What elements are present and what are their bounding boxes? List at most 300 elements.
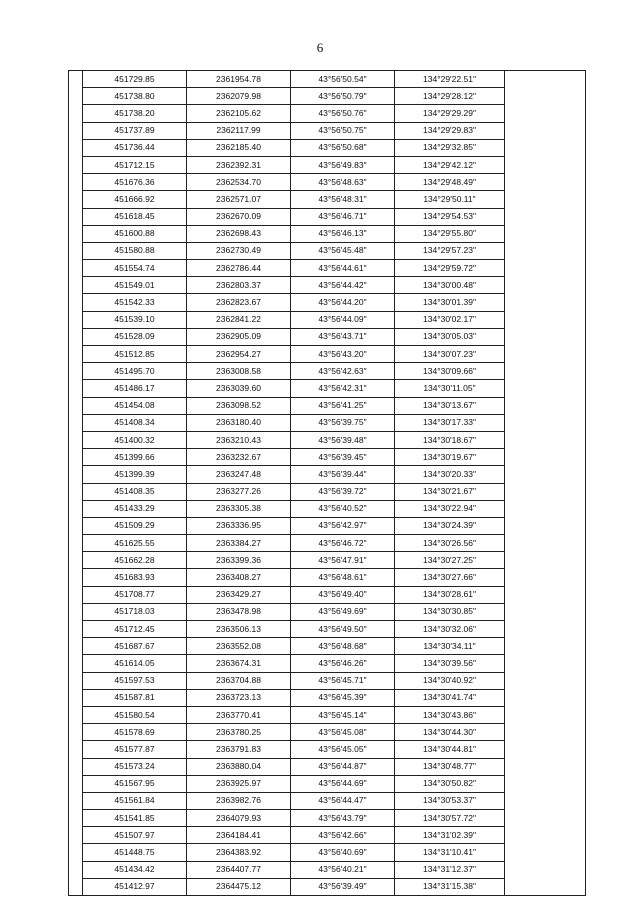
- latitude-cell: 43°56'45.14": [291, 706, 395, 723]
- table-row: [69, 706, 586, 723]
- latitude-cell: 43°56'48.68": [291, 638, 395, 655]
- right-empty-cell: [505, 878, 586, 895]
- y-coordinate-cell: 2363982.76: [187, 792, 291, 809]
- latitude-cell: 43°56'45.08": [291, 724, 395, 741]
- coordinates-table-container: [68, 70, 586, 896]
- y-coordinate-cell: 2363780.25: [187, 724, 291, 741]
- right-empty-cell: [505, 71, 586, 88]
- left-margin-cell: [69, 724, 83, 741]
- table-row: [69, 638, 586, 655]
- y-coordinate-cell: 2363791.83: [187, 741, 291, 758]
- left-margin-cell: [69, 260, 83, 277]
- longitude-cell: 134°30'43.86": [395, 706, 505, 723]
- longitude-cell: 134°30'50.82": [395, 775, 505, 792]
- table-row: [69, 397, 586, 414]
- right-empty-cell: [505, 775, 586, 792]
- table-row: [69, 414, 586, 431]
- x-coordinate-cell: 451434.42: [83, 861, 187, 878]
- longitude-cell: 134°29'57.23": [395, 242, 505, 259]
- table-row: [69, 672, 586, 689]
- latitude-cell: 43°56'42.97": [291, 517, 395, 534]
- right-empty-cell: [505, 397, 586, 414]
- longitude-cell: 134°29'28.12": [395, 88, 505, 105]
- x-coordinate-cell: 451412.97: [83, 878, 187, 895]
- latitude-cell: 43°56'40.69": [291, 844, 395, 861]
- right-empty-cell: [505, 724, 586, 741]
- latitude-cell: 43°56'48.31": [291, 191, 395, 208]
- latitude-cell: 43°56'40.52": [291, 500, 395, 517]
- table-row: [69, 449, 586, 466]
- latitude-cell: 43°56'44.20": [291, 294, 395, 311]
- x-coordinate-cell: 451587.81: [83, 689, 187, 706]
- table-row: [69, 174, 586, 191]
- latitude-cell: 43°56'50.76": [291, 105, 395, 122]
- y-coordinate-cell: 2363925.97: [187, 775, 291, 792]
- x-coordinate-cell: 451400.32: [83, 431, 187, 448]
- table-row: [69, 603, 586, 620]
- latitude-cell: 43°56'39.72": [291, 483, 395, 500]
- y-coordinate-cell: 2363399.36: [187, 552, 291, 569]
- right-empty-cell: [505, 741, 586, 758]
- left-margin-cell: [69, 758, 83, 775]
- latitude-cell: 43°56'46.71": [291, 208, 395, 225]
- x-coordinate-cell: 451580.88: [83, 242, 187, 259]
- table-row: [69, 724, 586, 741]
- x-coordinate-cell: 451676.36: [83, 174, 187, 191]
- right-empty-cell: [505, 672, 586, 689]
- x-coordinate-cell: 451399.66: [83, 449, 187, 466]
- y-coordinate-cell: 2363210.43: [187, 431, 291, 448]
- y-coordinate-cell: 2363336.95: [187, 517, 291, 534]
- table-row: [69, 861, 586, 878]
- table-row: [69, 139, 586, 156]
- y-coordinate-cell: 2362803.37: [187, 277, 291, 294]
- x-coordinate-cell: 451729.85: [83, 71, 187, 88]
- y-coordinate-cell: 2363384.27: [187, 535, 291, 552]
- left-margin-cell: [69, 191, 83, 208]
- table-row: [69, 363, 586, 380]
- x-coordinate-cell: 451408.34: [83, 414, 187, 431]
- x-coordinate-cell: 451580.54: [83, 706, 187, 723]
- longitude-cell: 134°30'00.48": [395, 277, 505, 294]
- y-coordinate-cell: 2362117.99: [187, 122, 291, 139]
- left-margin-cell: [69, 346, 83, 363]
- y-coordinate-cell: 2362698.43: [187, 225, 291, 242]
- right-empty-cell: [505, 655, 586, 672]
- left-margin-cell: [69, 122, 83, 139]
- longitude-cell: 134°30'30.85": [395, 603, 505, 620]
- latitude-cell: 43°56'49.50": [291, 621, 395, 638]
- right-empty-cell: [505, 242, 586, 259]
- y-coordinate-cell: 2363180.40: [187, 414, 291, 431]
- table-row: [69, 878, 586, 895]
- latitude-cell: 43°56'44.42": [291, 277, 395, 294]
- longitude-cell: 134°30'18.67": [395, 431, 505, 448]
- y-coordinate-cell: 2363674.31: [187, 655, 291, 672]
- longitude-cell: 134°30'11.05": [395, 380, 505, 397]
- y-coordinate-cell: 2363039.60: [187, 380, 291, 397]
- latitude-cell: 43°56'50.79": [291, 88, 395, 105]
- left-margin-cell: [69, 380, 83, 397]
- latitude-cell: 43°56'49.69": [291, 603, 395, 620]
- longitude-cell: 134°30'13.67": [395, 397, 505, 414]
- longitude-cell: 134°29'29.83": [395, 122, 505, 139]
- left-margin-cell: [69, 655, 83, 672]
- right-empty-cell: [505, 414, 586, 431]
- latitude-cell: 43°56'50.75": [291, 122, 395, 139]
- latitude-cell: 43°56'39.75": [291, 414, 395, 431]
- left-margin-cell: [69, 71, 83, 88]
- table-row: [69, 277, 586, 294]
- table-row: [69, 655, 586, 672]
- table-row: [69, 346, 586, 363]
- left-margin-cell: [69, 242, 83, 259]
- left-margin-cell: [69, 603, 83, 620]
- table-row: [69, 328, 586, 345]
- table-row: [69, 569, 586, 586]
- x-coordinate-cell: 451454.08: [83, 397, 187, 414]
- left-margin-cell: [69, 621, 83, 638]
- right-empty-cell: [505, 827, 586, 844]
- right-empty-cell: [505, 569, 586, 586]
- y-coordinate-cell: 2363478.98: [187, 603, 291, 620]
- y-coordinate-cell: 2363305.38: [187, 500, 291, 517]
- x-coordinate-cell: 451554.74: [83, 260, 187, 277]
- y-coordinate-cell: 2362079.98: [187, 88, 291, 105]
- x-coordinate-cell: 451577.87: [83, 741, 187, 758]
- x-coordinate-cell: 451738.20: [83, 105, 187, 122]
- latitude-cell: 43°56'39.48": [291, 431, 395, 448]
- left-margin-cell: [69, 552, 83, 569]
- y-coordinate-cell: 2362823.67: [187, 294, 291, 311]
- right-empty-cell: [505, 449, 586, 466]
- longitude-cell: 134°30'27.66": [395, 569, 505, 586]
- left-margin-cell: [69, 878, 83, 895]
- table-row: [69, 844, 586, 861]
- right-empty-cell: [505, 810, 586, 827]
- x-coordinate-cell: 451600.88: [83, 225, 187, 242]
- y-coordinate-cell: 2363552.08: [187, 638, 291, 655]
- longitude-cell: 134°30'26.56": [395, 535, 505, 552]
- right-empty-cell: [505, 844, 586, 861]
- x-coordinate-cell: 451542.33: [83, 294, 187, 311]
- x-coordinate-cell: 451539.10: [83, 311, 187, 328]
- y-coordinate-cell: 2363008.58: [187, 363, 291, 380]
- longitude-cell: 134°30'20.33": [395, 466, 505, 483]
- table-row: [69, 517, 586, 534]
- longitude-cell: 134°30'01.39": [395, 294, 505, 311]
- latitude-cell: 43°56'50.68": [291, 139, 395, 156]
- table-row: [69, 775, 586, 792]
- latitude-cell: 43°56'48.61": [291, 569, 395, 586]
- x-coordinate-cell: 451712.45: [83, 621, 187, 638]
- right-empty-cell: [505, 517, 586, 534]
- longitude-cell: 134°30'17.33": [395, 414, 505, 431]
- right-empty-cell: [505, 88, 586, 105]
- table-row: [69, 191, 586, 208]
- left-margin-cell: [69, 827, 83, 844]
- table-row: [69, 758, 586, 775]
- right-empty-cell: [505, 139, 586, 156]
- coordinates-table-body: [69, 71, 586, 896]
- left-margin-cell: [69, 535, 83, 552]
- x-coordinate-cell: 451614.05: [83, 655, 187, 672]
- right-empty-cell: [505, 466, 586, 483]
- right-empty-cell: [505, 500, 586, 517]
- right-empty-cell: [505, 311, 586, 328]
- table-row: [69, 586, 586, 603]
- right-empty-cell: [505, 706, 586, 723]
- x-coordinate-cell: 451736.44: [83, 139, 187, 156]
- table-row: [69, 156, 586, 173]
- longitude-cell: 134°29'22.51": [395, 71, 505, 88]
- y-coordinate-cell: 2362786.44: [187, 260, 291, 277]
- latitude-cell: 43°56'46.72": [291, 535, 395, 552]
- latitude-cell: 43°56'45.48": [291, 242, 395, 259]
- latitude-cell: 43°56'41.25": [291, 397, 395, 414]
- x-coordinate-cell: 451399.39: [83, 466, 187, 483]
- latitude-cell: 43°56'43.20": [291, 346, 395, 363]
- y-coordinate-cell: 2363880.04: [187, 758, 291, 775]
- right-empty-cell: [505, 638, 586, 655]
- right-empty-cell: [505, 174, 586, 191]
- left-margin-cell: [69, 105, 83, 122]
- x-coordinate-cell: 451408.35: [83, 483, 187, 500]
- longitude-cell: 134°30'24.39": [395, 517, 505, 534]
- left-margin-cell: [69, 810, 83, 827]
- right-empty-cell: [505, 483, 586, 500]
- left-margin-cell: [69, 311, 83, 328]
- x-coordinate-cell: 451597.53: [83, 672, 187, 689]
- y-coordinate-cell: 2362670.09: [187, 208, 291, 225]
- left-margin-cell: [69, 586, 83, 603]
- y-coordinate-cell: 2363723.13: [187, 689, 291, 706]
- y-coordinate-cell: 2363770.41: [187, 706, 291, 723]
- longitude-cell: 134°30'05.03": [395, 328, 505, 345]
- latitude-cell: 43°56'39.44": [291, 466, 395, 483]
- latitude-cell: 43°56'39.49": [291, 878, 395, 895]
- right-empty-cell: [505, 294, 586, 311]
- table-row: [69, 621, 586, 638]
- y-coordinate-cell: 2364079.93: [187, 810, 291, 827]
- x-coordinate-cell: 451509.29: [83, 517, 187, 534]
- y-coordinate-cell: 2363429.27: [187, 586, 291, 603]
- right-empty-cell: [505, 225, 586, 242]
- longitude-cell: 134°30'34.11": [395, 638, 505, 655]
- left-margin-cell: [69, 208, 83, 225]
- longitude-cell: 134°30'02.17": [395, 311, 505, 328]
- latitude-cell: 43°56'48.63": [291, 174, 395, 191]
- table-row: [69, 500, 586, 517]
- x-coordinate-cell: 451618.45: [83, 208, 187, 225]
- y-coordinate-cell: 2361954.78: [187, 71, 291, 88]
- right-empty-cell: [505, 689, 586, 706]
- latitude-cell: 43°56'47.91": [291, 552, 395, 569]
- y-coordinate-cell: 2364475.12: [187, 878, 291, 895]
- latitude-cell: 43°56'44.61": [291, 260, 395, 277]
- longitude-cell: 134°30'27.25": [395, 552, 505, 569]
- left-margin-cell: [69, 414, 83, 431]
- table-row: [69, 294, 586, 311]
- left-margin-cell: [69, 431, 83, 448]
- right-empty-cell: [505, 380, 586, 397]
- longitude-cell: 134°30'57.72": [395, 810, 505, 827]
- left-margin-cell: [69, 483, 83, 500]
- table-row: [69, 71, 586, 88]
- x-coordinate-cell: 451666.92: [83, 191, 187, 208]
- latitude-cell: 43°56'40.21": [291, 861, 395, 878]
- y-coordinate-cell: 2363277.26: [187, 483, 291, 500]
- left-margin-cell: [69, 139, 83, 156]
- y-coordinate-cell: 2362105.62: [187, 105, 291, 122]
- latitude-cell: 43°56'49.83": [291, 156, 395, 173]
- longitude-cell: 134°29'50.11": [395, 191, 505, 208]
- table-row: [69, 260, 586, 277]
- right-empty-cell: [505, 861, 586, 878]
- y-coordinate-cell: 2363232.67: [187, 449, 291, 466]
- x-coordinate-cell: 451561.84: [83, 792, 187, 809]
- longitude-cell: 134°31'10.41": [395, 844, 505, 861]
- x-coordinate-cell: 451687.67: [83, 638, 187, 655]
- right-empty-cell: [505, 586, 586, 603]
- latitude-cell: 43°56'45.05": [291, 741, 395, 758]
- x-coordinate-cell: 451541.85: [83, 810, 187, 827]
- right-empty-cell: [505, 122, 586, 139]
- table-row: [69, 552, 586, 569]
- left-margin-cell: [69, 569, 83, 586]
- right-empty-cell: [505, 208, 586, 225]
- longitude-cell: 134°30'44.30": [395, 724, 505, 741]
- longitude-cell: 134°31'15.38": [395, 878, 505, 895]
- longitude-cell: 134°31'12.37": [395, 861, 505, 878]
- latitude-cell: 43°56'44.69": [291, 775, 395, 792]
- y-coordinate-cell: 2363704.88: [187, 672, 291, 689]
- latitude-cell: 43°56'46.13": [291, 225, 395, 242]
- latitude-cell: 43°56'49.40": [291, 586, 395, 603]
- longitude-cell: 134°29'29.29": [395, 105, 505, 122]
- x-coordinate-cell: 451718.03: [83, 603, 187, 620]
- table-row: [69, 105, 586, 122]
- y-coordinate-cell: 2362730.49: [187, 242, 291, 259]
- left-margin-cell: [69, 88, 83, 105]
- y-coordinate-cell: 2363506.13: [187, 621, 291, 638]
- longitude-cell: 134°30'19.67": [395, 449, 505, 466]
- right-empty-cell: [505, 552, 586, 569]
- x-coordinate-cell: 451549.01: [83, 277, 187, 294]
- latitude-cell: 43°56'42.66": [291, 827, 395, 844]
- left-margin-cell: [69, 277, 83, 294]
- longitude-cell: 134°30'39.56": [395, 655, 505, 672]
- table-row: [69, 88, 586, 105]
- y-coordinate-cell: 2362905.09: [187, 328, 291, 345]
- longitude-cell: 134°30'21.67": [395, 483, 505, 500]
- left-margin-cell: [69, 517, 83, 534]
- longitude-cell: 134°30'48.77": [395, 758, 505, 775]
- y-coordinate-cell: 2362392.31: [187, 156, 291, 173]
- right-empty-cell: [505, 260, 586, 277]
- page-number: 6: [316, 40, 324, 55]
- left-margin-cell: [69, 225, 83, 242]
- table-row: [69, 483, 586, 500]
- longitude-cell: 134°29'48.49": [395, 174, 505, 191]
- latitude-cell: 43°56'44.87": [291, 758, 395, 775]
- latitude-cell: 43°56'43.79": [291, 810, 395, 827]
- y-coordinate-cell: 2362841.22: [187, 311, 291, 328]
- y-coordinate-cell: 2364383.92: [187, 844, 291, 861]
- table-row: [69, 466, 586, 483]
- left-margin-cell: [69, 672, 83, 689]
- right-empty-cell: [505, 191, 586, 208]
- x-coordinate-cell: 451507.97: [83, 827, 187, 844]
- latitude-cell: 43°56'45.71": [291, 672, 395, 689]
- x-coordinate-cell: 451528.09: [83, 328, 187, 345]
- table-row: [69, 741, 586, 758]
- left-margin-cell: [69, 397, 83, 414]
- y-coordinate-cell: 2362534.70: [187, 174, 291, 191]
- left-margin-cell: [69, 689, 83, 706]
- table-row: [69, 535, 586, 552]
- x-coordinate-cell: 451448.75: [83, 844, 187, 861]
- y-coordinate-cell: 2362185.40: [187, 139, 291, 156]
- coordinates-table: [68, 70, 586, 896]
- longitude-cell: 134°29'32.85": [395, 139, 505, 156]
- x-coordinate-cell: 451433.29: [83, 500, 187, 517]
- x-coordinate-cell: 451495.70: [83, 363, 187, 380]
- right-empty-cell: [505, 156, 586, 173]
- left-margin-cell: [69, 156, 83, 173]
- left-margin-cell: [69, 775, 83, 792]
- y-coordinate-cell: 2363247.48: [187, 466, 291, 483]
- x-coordinate-cell: 451683.93: [83, 569, 187, 586]
- longitude-cell: 134°30'40.92": [395, 672, 505, 689]
- longitude-cell: 134°31'02.39": [395, 827, 505, 844]
- right-empty-cell: [505, 363, 586, 380]
- table-row: [69, 810, 586, 827]
- longitude-cell: 134°30'41.74": [395, 689, 505, 706]
- right-empty-cell: [505, 105, 586, 122]
- left-margin-cell: [69, 638, 83, 655]
- right-empty-cell: [505, 603, 586, 620]
- left-margin-cell: [69, 861, 83, 878]
- x-coordinate-cell: 451578.69: [83, 724, 187, 741]
- latitude-cell: 43°56'46.26": [291, 655, 395, 672]
- latitude-cell: 43°56'50.54": [291, 71, 395, 88]
- table-row: [69, 242, 586, 259]
- table-row: [69, 827, 586, 844]
- table-row: [69, 689, 586, 706]
- longitude-cell: 134°30'07.23": [395, 346, 505, 363]
- x-coordinate-cell: 451712.15: [83, 156, 187, 173]
- table-row: [69, 225, 586, 242]
- left-margin-cell: [69, 449, 83, 466]
- latitude-cell: 43°56'43.71": [291, 328, 395, 345]
- latitude-cell: 43°56'44.47": [291, 792, 395, 809]
- left-margin-cell: [69, 174, 83, 191]
- left-margin-cell: [69, 844, 83, 861]
- table-row: [69, 311, 586, 328]
- longitude-cell: 134°30'53.37": [395, 792, 505, 809]
- x-coordinate-cell: 451512.85: [83, 346, 187, 363]
- longitude-cell: 134°30'32.06": [395, 621, 505, 638]
- table-row: [69, 431, 586, 448]
- x-coordinate-cell: 451486.17: [83, 380, 187, 397]
- x-coordinate-cell: 451567.95: [83, 775, 187, 792]
- left-margin-cell: [69, 294, 83, 311]
- x-coordinate-cell: 451738.80: [83, 88, 187, 105]
- left-margin-cell: [69, 741, 83, 758]
- x-coordinate-cell: 451662.28: [83, 552, 187, 569]
- y-coordinate-cell: 2362571.07: [187, 191, 291, 208]
